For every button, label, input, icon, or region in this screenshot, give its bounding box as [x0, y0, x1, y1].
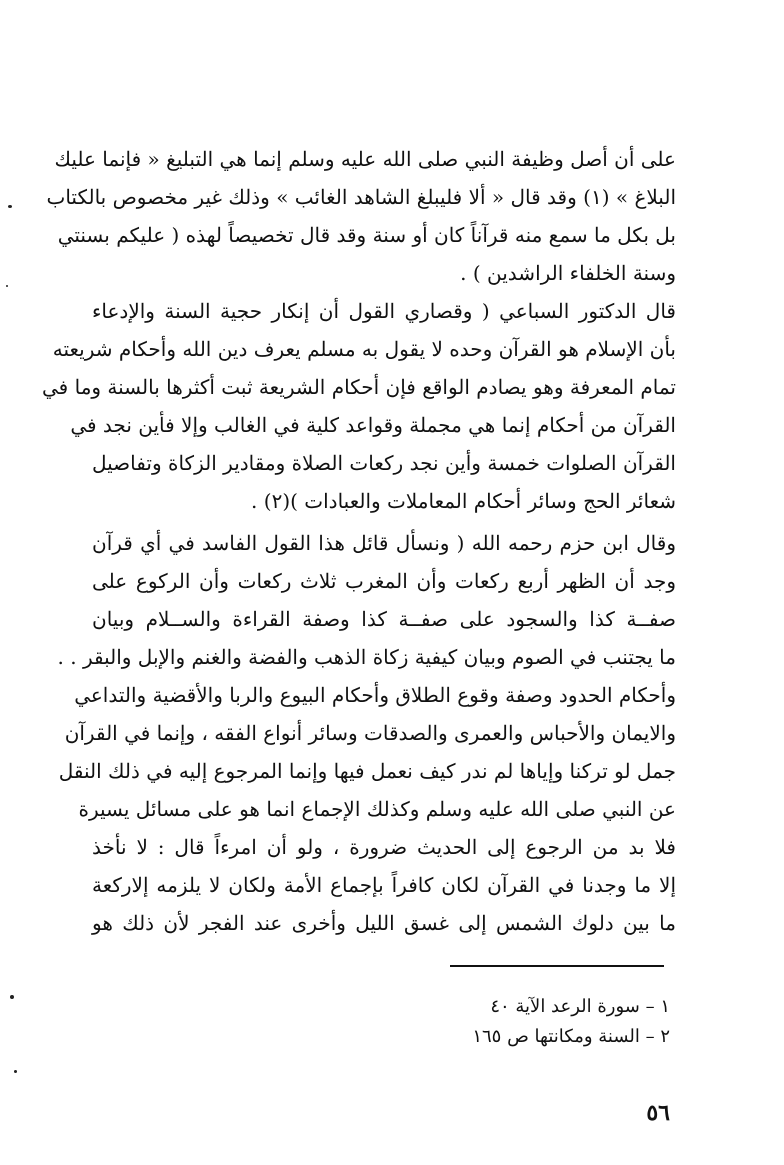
paragraph-2 — [42, 292, 676, 520]
text-line: جمل لو تركنا وإياها لم ندر كيف نعمل فيها وإنما المرجوع إليه في ذلك النقل — [58, 759, 676, 783]
text-line: عن النبي صلى الله عليه وسلم وكذلك الإجماع انما هو على مسائل يسيرة — [78, 797, 676, 821]
text-line: وجد أن الظهر أربع ركعات وأن المغرب ثلاث ركعات وأن الركوع على — [92, 569, 676, 593]
scan-speck — [10, 995, 14, 999]
text-line: تمام المعرفة وهو يصادم الواقع فإن أحكام الشريعة ثبت أكثرها بالسنة وما في — [42, 375, 676, 399]
text-line: القرآن الصلوات خمسة وأين نجد ركعات الصلاة ومقادير الزكاة وتفاصيل — [92, 451, 676, 475]
text-line: شعائر الحج وسائر أحكام المعاملات والعبادات )(٢) . — [251, 489, 676, 513]
text-line: قال الدكتور السباعي ( وقصاري القول أن إنكار حجية السنة والإدعاء — [92, 299, 676, 323]
footnote-divider — [450, 965, 664, 967]
text-line: القرآن من أحكام إنما هي مجملة وقواعد كلية في الغالب وإلا فأين نجد في — [70, 413, 676, 437]
page-number: ٥٦ — [646, 1100, 670, 1126]
paragraph-1 — [46, 140, 676, 292]
text-line: بل بكل ما سمع منه قرآناً كان أو سنة وقد قال تخصيصاً لهذه ( عليكم بسنتي — [57, 223, 676, 247]
text-line: فلا بد من الرجوع إلى الحديث ضرورة ، ولو أن امرءاً قال : لا نأخذ — [92, 835, 676, 859]
text-line: على أن أصل وظيفة النبي صلى الله عليه وسلم إنما هي التبليغ « فإنما عليك — [54, 147, 676, 171]
text-line: ما يجتنب في الصوم وبيان كيفية زكاة الذهب والفضة والغنم والإبل والبقر . . — [57, 645, 676, 669]
text-line: إلا ما وجدنا في القرآن لكان كافراً بإجماع الأمة ولكان لا يلزمه إلاركعة — [92, 873, 676, 897]
text-line: البلاغ » (١) وقد قال « ألا فليبلغ الشاهد الغائب » وذلك غير مخصوص بالكتاب — [46, 185, 676, 209]
footnote-2: ٢ – السنة ومكانتها ص ١٦٥ — [472, 1026, 670, 1047]
paragraph-3 — [57, 524, 676, 942]
scan-speck — [14, 1070, 17, 1073]
text-line: وأحكام الحدود وصفة وقوع الطلاق وأحكام البيوع والربا والأقضية والتداعي — [74, 683, 676, 707]
scan-speck — [6, 285, 8, 287]
text-line: صفــة كذا والسجود على صفــة كذا وصفة القراءة والســلام وبيان — [92, 607, 676, 631]
footnote-1: ١ – سورة الرعد الآية ٤٠ — [490, 996, 670, 1017]
scan-speck — [8, 205, 12, 208]
text-line: وسنة الخلفاء الراشدين ) . — [460, 261, 676, 285]
text-line: بأن الإسلام هو القرآن وحده لا يقول به مسلم يعرف دين الله وأحكام شريعته — [52, 337, 676, 361]
footnotes — [380, 992, 670, 1052]
text-line: ما بين دلوك الشمس إلى غسق الليل وأخرى عند الفجر لأن ذلك هو — [92, 911, 676, 935]
text-line: والايمان والأحباس والعمرى والصدقات وسائر أنواع الفقه ، وإنما في القرآن — [64, 721, 676, 745]
text-line: وقال ابن حزم رحمه الله ( ونسأل قائل هذا القول الفاسد في أي قرآن — [92, 531, 676, 555]
